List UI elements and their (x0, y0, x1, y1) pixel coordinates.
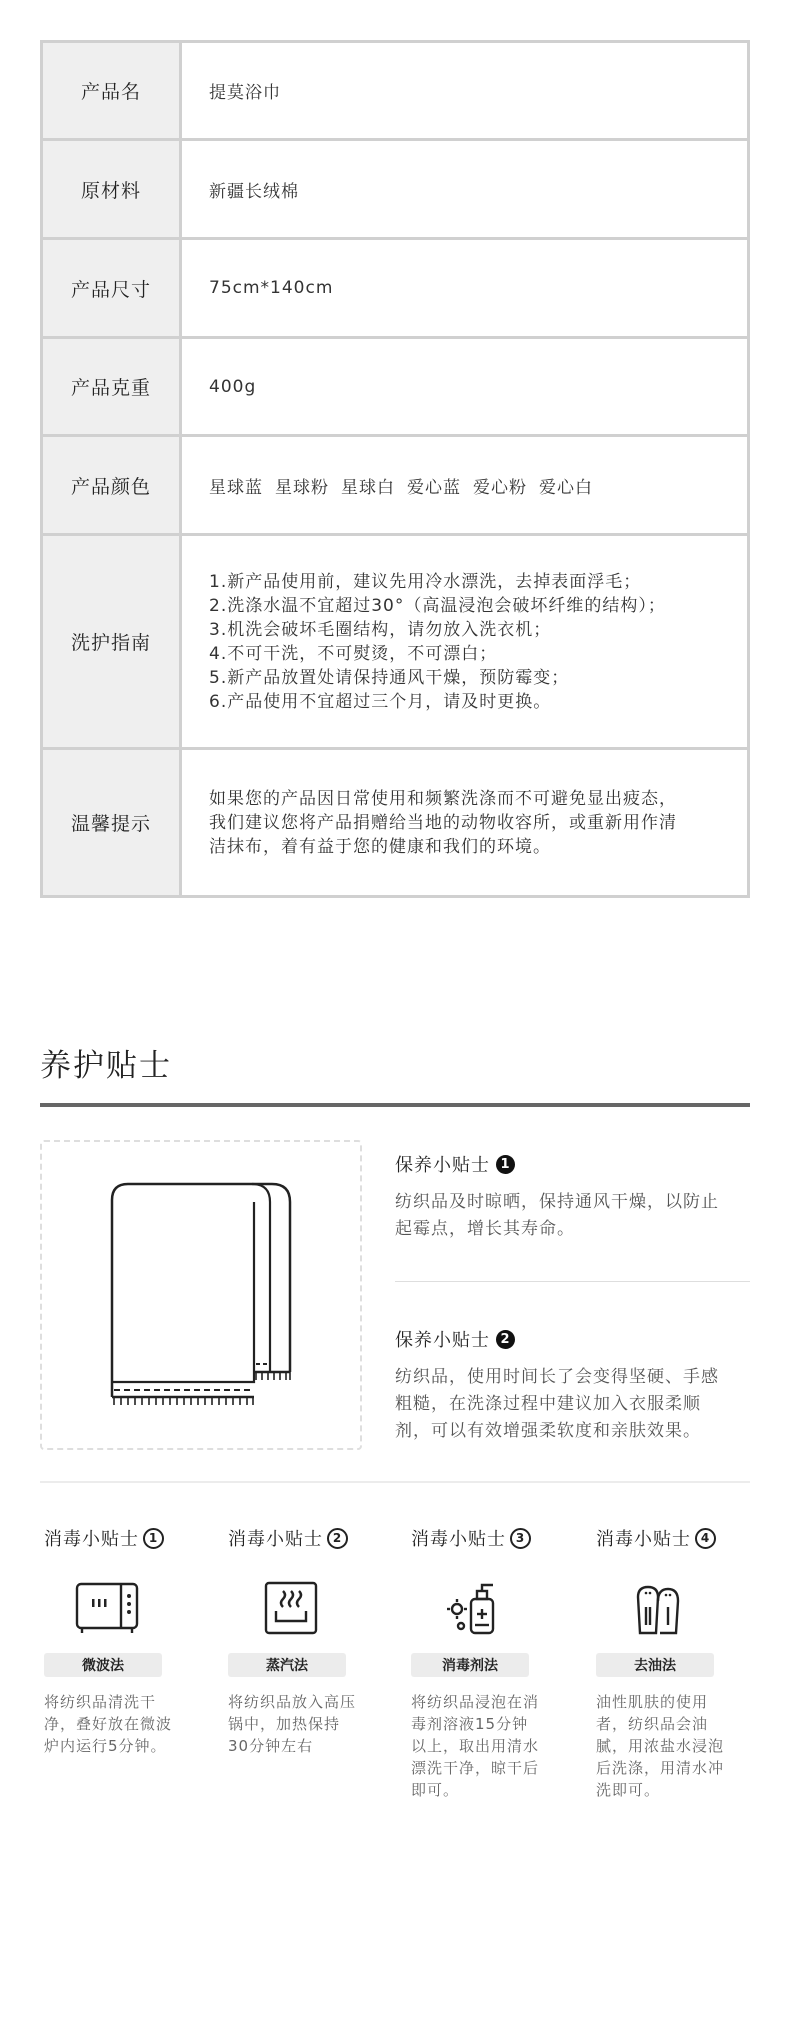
towel-illustration (40, 1140, 362, 1450)
color-option: 星球白 (341, 477, 395, 498)
spec-row-size (43, 237, 747, 336)
spec-label: 产品颜色 (43, 437, 182, 533)
disinfect-line: 将纺织品清洗干 (44, 1693, 157, 1711)
disinfect-tip-4 (596, 1525, 756, 1801)
disinfect-line: 漂洗干净，晾干后 (411, 1759, 540, 1777)
care-tip-2-text (395, 1364, 750, 1445)
disinfect-line: 将纺织品放入高压 (228, 1693, 357, 1711)
spec-label: 原材料 (43, 141, 182, 237)
color-option: 爱心白 (539, 477, 593, 498)
color-option: 爱心粉 (473, 477, 527, 498)
disinfect-tip-title (596, 1525, 756, 1551)
color-list (182, 437, 747, 533)
spec-value: 75cm*140cm (209, 278, 334, 298)
care-tip-2-title (395, 1326, 515, 1352)
spec-row-tips (43, 747, 747, 895)
disinfect-text (411, 1691, 541, 1801)
disinfect-title-text: 消毒小贴士 (44, 1529, 139, 1550)
disinfect-line: 油性肌肤的使用 (596, 1693, 709, 1711)
spec-row-material (43, 138, 747, 237)
disinfect-title-text: 消毒小贴士 (228, 1529, 323, 1550)
tip-number-badge: 2 (496, 1330, 515, 1349)
disinfect-line: 将纺织品浸泡在消 (411, 1693, 540, 1711)
care-guide-text (182, 536, 747, 747)
spec-value: 400g (209, 376, 257, 397)
tip-number-badge: 4 (695, 1528, 716, 1549)
tip-number-badge: 1 (496, 1155, 515, 1174)
disinfect-line: 者，纺织品会油 (596, 1715, 709, 1733)
disinfect-text (44, 1691, 174, 1757)
disinfect-line: 锅中，加热保持 (228, 1715, 341, 1733)
spec-label: 洗护指南 (43, 536, 182, 747)
steamer-icon (256, 1579, 326, 1639)
spec-row-name (43, 43, 747, 138)
tips-text (182, 750, 747, 895)
care-guide-line: 6.产品使用不宜超过三个月，请及时更换。 (209, 691, 552, 712)
disinfect-title-text: 消毒小贴士 (411, 1529, 506, 1550)
spec-value: 新疆长绒棉 (209, 181, 299, 202)
disinfect-line: 净，叠好放在微波 (44, 1715, 173, 1733)
spec-row-care-guide (43, 533, 747, 747)
disinfect-tip-3 (411, 1525, 571, 1801)
care-tip-title-text: 保养小贴士 (395, 1155, 490, 1176)
disinfect-line: 毒剂溶液15分钟 (411, 1715, 529, 1733)
section-title: 养护贴士 (40, 1048, 172, 1084)
method-badge: 去油法 (596, 1653, 714, 1677)
care-guide-line: 4.不可干洗，不可熨烫，不可漂白； (209, 643, 498, 664)
spec-row-weight (43, 336, 747, 434)
disinfect-line: 炉内运行5分钟。 (44, 1737, 167, 1755)
disinfect-tip-title (228, 1525, 388, 1551)
disinfect-line: 后洗涤，用清水冲 (596, 1759, 725, 1777)
microwave-icon (72, 1579, 142, 1639)
disinfect-line: 洗即可。 (596, 1781, 661, 1799)
care-guide-line: 5.新产品放置处请保持通风干燥，预防霉变； (209, 667, 570, 688)
spec-row-colors (43, 434, 747, 533)
disinfect-line: 30分钟左右 (228, 1737, 314, 1755)
towel-icon (42, 1142, 360, 1448)
care-tip-title-text: 保养小贴士 (395, 1330, 490, 1351)
disinfectant-bottle-icon (439, 1579, 509, 1639)
disinfect-text (596, 1691, 726, 1801)
disinfect-title-text: 消毒小贴士 (596, 1529, 691, 1550)
care-guide-line: 2.洗涤水温不宜超过30°（高温浸泡会破坏纤维的结构）； (209, 595, 666, 616)
salt-shaker-icon (624, 1579, 694, 1639)
disinfect-tip-1 (44, 1525, 204, 1757)
tip-number-badge: 3 (510, 1528, 531, 1549)
disinfect-tip-title (44, 1525, 204, 1551)
disinfect-line: 腻，用浓盐水浸泡 (596, 1737, 725, 1755)
spec-label: 产品名 (43, 43, 182, 138)
care-tip-1-title (395, 1151, 515, 1177)
tips-line: 如果您的产品因日常使用和频繁洗涤而不可避免显出疲态， (209, 788, 677, 809)
method-badge: 微波法 (44, 1653, 162, 1677)
care-tip-line: 剂，可以有效增强柔软度和亲肤效果。 (395, 1421, 701, 1441)
care-tip-line: 纺织品，使用时间长了会变得坚硬、手感 (395, 1367, 719, 1387)
care-tip-line: 纺织品及时晾晒，保持通风干燥，以防止 (395, 1192, 719, 1212)
disinfect-tip-title (411, 1525, 571, 1551)
spec-table (40, 40, 750, 898)
spec-label: 产品尺寸 (43, 240, 182, 336)
section-divider (40, 1481, 750, 1483)
tip-number-badge: 1 (143, 1528, 164, 1549)
care-guide-line: 3.机洗会破坏毛圈结构，请勿放入洗衣机； (209, 619, 552, 640)
care-tip-line: 粗糙，在洗涤过程中建议加入衣服柔顺 (395, 1394, 701, 1414)
spec-value: 提莫浴巾 (209, 83, 281, 103)
tip-divider (395, 1281, 750, 1282)
spec-label: 产品克重 (43, 339, 182, 434)
tips-line: 我们建议您将产品捐赠给当地的动物收容所，或重新用作清 (209, 812, 677, 833)
method-badge: 蒸汽法 (228, 1653, 346, 1677)
disinfect-line: 即可。 (411, 1781, 460, 1799)
disinfect-text (228, 1691, 358, 1757)
care-tip-line: 起霉点，增长其寿命。 (395, 1219, 575, 1239)
color-option: 爱心蓝 (407, 477, 461, 498)
tip-number-badge: 2 (327, 1528, 348, 1549)
method-badge: 消毒剂法 (411, 1653, 529, 1677)
section-divider (40, 1103, 750, 1107)
spec-label: 温馨提示 (43, 750, 182, 895)
disinfect-tip-2 (228, 1525, 388, 1757)
care-tip-1-text (395, 1189, 750, 1243)
color-option: 星球蓝 (209, 477, 263, 498)
tips-line: 洁抹布，着有益于您的健康和我们的环境。 (209, 836, 551, 857)
disinfect-line: 以上，取出用清水 (411, 1737, 540, 1755)
color-option: 星球粉 (275, 477, 329, 498)
care-guide-line: 1.新产品使用前，建议先用冷水漂洗，去掉表面浮毛； (209, 571, 642, 592)
